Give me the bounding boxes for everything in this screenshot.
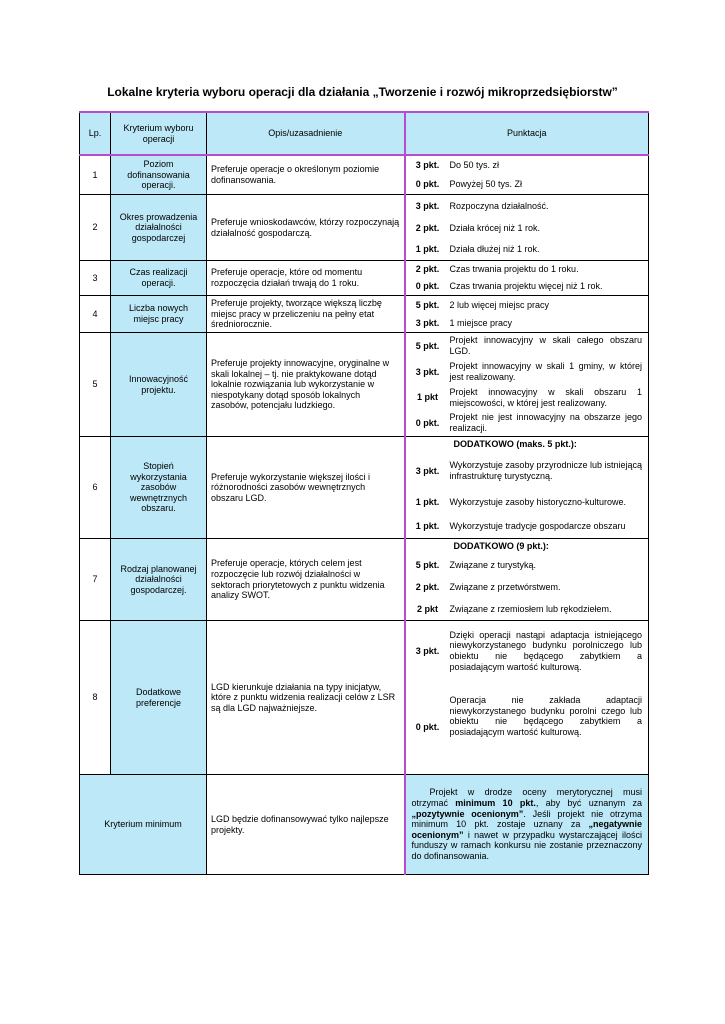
score-item	[406, 296, 649, 314]
score-points: 1 pkt.	[415, 244, 440, 255]
score-points: 3 pkt.	[415, 465, 440, 476]
score-points: 2 pkt.	[415, 222, 440, 233]
score-item	[406, 576, 649, 598]
score-item	[406, 239, 649, 260]
score-item	[406, 156, 649, 175]
score-item	[406, 314, 649, 332]
score-desc: 2 lub więcej miejsc pracy	[449, 299, 550, 310]
score-item	[406, 195, 649, 217]
table-row	[80, 296, 649, 333]
row-kryterium: Poziom dofinansowania operacji.	[111, 155, 207, 195]
row-opis: Preferuje projekty innowacyjne, oryginalne w skali lokalnej – tj. nie praktykowane dotąd lokalnie rozwiązania lub wykorzystanie w niespotykany dotąd sposób lokalnych zasobów, potencjału ludzkiego.	[207, 333, 405, 437]
header-kryterium: Kryterium wyboru operacji	[111, 112, 207, 155]
row-punktacja	[405, 195, 649, 261]
score-item	[406, 410, 649, 436]
table-row	[80, 437, 649, 539]
score-item	[406, 452, 649, 490]
score-points: 0 pkt.	[415, 281, 440, 292]
minimum-text: Projekt w drodze oceny merytorycznej musi otrzymać minimum 10 pkt., aby być uznanym za „pozytywnie ocenionym”. Jeśli projekt nie otrzyma minimum 10 pkt. zostaje uznany za „negatywnie ocenionym” i nawet w przypadku wystarczającej ilości funduszy w ramach konkursu nie zostanie przeznaczony do dofinansowania.	[411, 787, 643, 862]
score-item	[406, 490, 649, 514]
score-points: 1 pkt.	[415, 496, 440, 507]
score-points: 5 pkt.	[415, 340, 440, 351]
score-desc: Rozpoczyna działalność.	[449, 200, 549, 211]
row-punktacja	[405, 621, 649, 775]
row-opis: Preferuje operacje o określonym poziomie dofinansowania.	[207, 155, 405, 195]
score-points: 3 pkt.	[415, 200, 440, 211]
page-title: Lokalne kryteria wyboru operacji dla działania „Tworzenie i rozwój mikroprzedsiębiorstw”	[107, 85, 618, 99]
score-item	[406, 175, 649, 194]
row-punktacja	[405, 296, 649, 333]
row-kryterium: Innowacyjność projektu.	[111, 333, 207, 437]
row-kryterium: Czas realizacji operacji.	[111, 261, 207, 296]
score-desc: Do 50 tys. zł	[449, 160, 500, 171]
score-item	[406, 261, 649, 278]
table-row	[80, 333, 649, 437]
score-item	[406, 385, 649, 410]
row-lp: 6	[80, 437, 111, 539]
bonus-header: DODATKOWO (maks. 5 pkt.):	[453, 439, 577, 450]
score-item	[406, 278, 649, 295]
header-punktacja: Punktacja	[405, 112, 649, 155]
score-desc: Działa dłużej niż 1 rok.	[449, 244, 540, 255]
row-kryterium: Rodzaj planowanej działalności gospodarczej.	[111, 539, 207, 621]
score-points: 5 pkt.	[415, 559, 440, 570]
score-desc: Czas trwania projektu do 1 roku.	[449, 264, 579, 275]
score-desc: Związane z przetwórstwem.	[449, 581, 561, 592]
score-points: 3 pkt.	[415, 160, 440, 171]
score-desc: Wykorzystuje zasoby historyczno-kulturowe.	[449, 496, 626, 507]
row-opis: Preferuje operacje, których celem jest rozpoczęcie lub rozwój działalności w sektorach priorytetowych z punktu widzenia analizy SWOT.	[207, 539, 405, 621]
score-item	[406, 621, 649, 681]
table-row	[80, 621, 649, 775]
score-points: 3 pkt.	[415, 645, 440, 656]
table-row	[80, 261, 649, 296]
score-points: 0 pkt.	[415, 417, 440, 428]
row-lp: 8	[80, 621, 111, 775]
row-punktacja	[405, 155, 649, 195]
score-item	[406, 681, 649, 774]
score-desc: 1 miejsce pracy	[449, 317, 513, 328]
score-points: 2 pkt.	[415, 264, 440, 275]
row-opis: Preferuje wnioskodawców, którzy rozpoczynają działalność gospodarczą.	[207, 195, 405, 261]
score-points: 3 pkt.	[415, 366, 440, 377]
score-desc: Związane z turystyką.	[449, 559, 537, 570]
table-row	[80, 539, 649, 621]
row-lp: 3	[80, 261, 111, 296]
score-points: 0 pkt.	[415, 179, 440, 190]
score-points: 0 pkt.	[415, 722, 440, 733]
minimum-row	[80, 775, 649, 875]
bonus-header: DODATKOWO (9 pkt.):	[453, 541, 549, 552]
score-points: 2 pkt	[416, 603, 438, 614]
header-opis: Opis/uzasadnienie	[207, 112, 405, 155]
row-punktacja	[405, 437, 649, 539]
score-item	[406, 598, 649, 620]
score-desc: Działa krócej niż 1 rok.	[449, 222, 541, 233]
header-lp: Lp.	[80, 112, 111, 155]
row-lp: 2	[80, 195, 111, 261]
row-opis: LGD kierunkuje działania na typy inicjatyw, które z punktu widzenia realizacji celów z LSR są dla LGD najważniejsze.	[207, 621, 405, 775]
score-item	[406, 359, 649, 385]
row-lp: 7	[80, 539, 111, 621]
row-kryterium: Okres prowadzenia działalności gospodarczej	[111, 195, 207, 261]
score-desc: Czas trwania projektu więcej niż 1 rok.	[449, 281, 603, 292]
score-item	[406, 217, 649, 239]
row-kryterium: Liczba nowych miejsc pracy	[111, 296, 207, 333]
row-punktacja	[405, 261, 649, 296]
minimum-opis: LGD będzie dofinansowywać tylko najlepsze projekty.	[207, 775, 405, 875]
row-lp: 4	[80, 296, 111, 333]
criteria-table	[79, 111, 649, 875]
score-desc: Powyżej 50 tys. Zł	[449, 179, 523, 190]
table-row	[80, 195, 649, 261]
score-desc: Projekt nie jest innowacyjny na obszarze jego realizacji.	[449, 412, 642, 433]
score-item	[406, 514, 649, 538]
minimum-punktacja	[405, 775, 649, 875]
row-opis: Preferuje wykorzystanie większej ilości i różnorodności zasobów wewnętrznych obszaru LGD.	[207, 437, 405, 539]
score-points: 1 pkt	[416, 392, 438, 403]
table-row	[80, 155, 649, 195]
score-points: 1 pkt.	[415, 520, 440, 531]
score-desc: Dzięki operacji nastąpi adaptacja istniejącego niewykorzystanego budynku porolniczego lub obiektu nie będącego zabytkiem a posiadającym wartość kulturową.	[449, 629, 642, 672]
row-punktacja	[405, 333, 649, 437]
score-desc: Operacja nie zakłada adaptacji niewykorzystanego budynku porolni czego lub obiektu nie będącego zabytkiem a posiadającym wartość kulturową.	[449, 695, 642, 737]
score-desc: Wykorzystuje zasoby przyrodnicze lub istniejącą infrastrukturę turystyczną.	[449, 460, 642, 481]
score-points: 5 pkt.	[415, 299, 440, 310]
row-punktacja	[405, 539, 649, 621]
minimum-kryterium: Kryterium minimum	[80, 775, 207, 875]
score-item	[406, 554, 649, 576]
row-opis: Preferuje projekty, tworzące większą liczbę miejsc pracy w przeliczeniu na pełny etat średniorocznie.	[207, 296, 405, 333]
score-points: 2 pkt.	[415, 581, 440, 592]
row-opis: Preferuje operacje, które od momentu rozpoczęcia działań trwają do 1 roku.	[207, 261, 405, 296]
score-desc: Projekt innowacyjny w skali 1 gminy, w której jest realizowany.	[449, 361, 642, 382]
score-desc: Związane z rzemiosłem lub rękodziełem.	[449, 603, 612, 614]
score-item	[406, 333, 649, 359]
table-header-row	[80, 112, 649, 155]
row-lp: 5	[80, 333, 111, 437]
score-desc: Projekt innowacyjny w skali obszaru 1 miejscowości, w której jest realizowany.	[449, 386, 642, 408]
row-kryterium: Dodatkowe preferencje	[111, 621, 207, 775]
score-points: 3 pkt.	[415, 317, 440, 328]
score-desc: Projekt innowacyjny w skali całego obszaru LGD.	[449, 335, 642, 356]
row-kryterium: Stopień wykorzystania zasobów wewnętrznych obszaru.	[111, 437, 207, 539]
row-lp: 1	[80, 155, 111, 195]
score-desc: Wykorzystuje tradycje gospodarcze obszaru	[449, 520, 626, 531]
